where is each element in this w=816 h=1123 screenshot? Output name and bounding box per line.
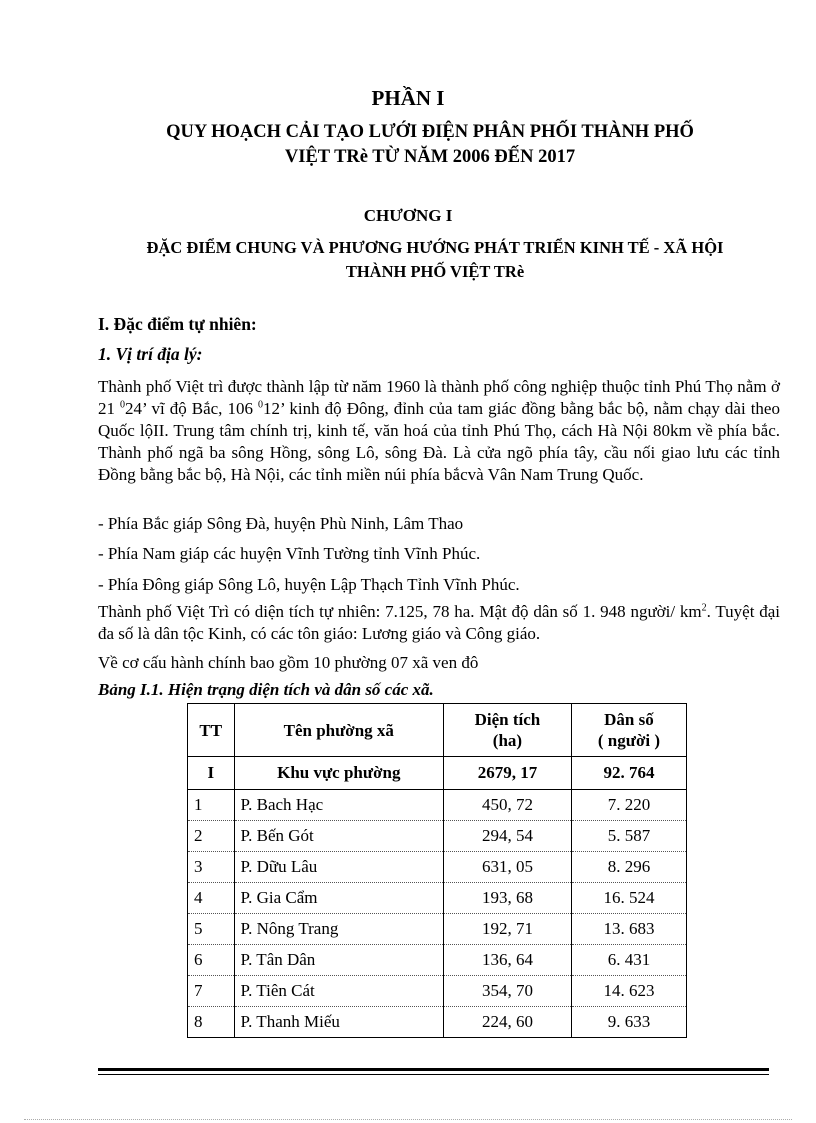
page-bottom-dotted-line [24, 1119, 792, 1120]
cell-area: 294, 54 [444, 821, 572, 852]
cell-pop: 6. 431 [571, 945, 686, 976]
table-row [188, 914, 687, 945]
part-title: PHẦN I [371, 86, 445, 110]
degree-mark: 0 [257, 399, 263, 411]
chapter-title: CHƯƠNG I [363, 206, 453, 225]
cell-area: 354, 70 [444, 976, 572, 1007]
location-paragraph [98, 376, 780, 486]
header-pop-line1: Dân số [604, 710, 654, 729]
header-area-line2: (ha) [492, 731, 523, 750]
table-row [188, 821, 687, 852]
footer-rule-thick [98, 1068, 769, 1071]
table-summary-row [188, 757, 687, 790]
cell-tt: I [188, 757, 235, 790]
cell-tt: 7 [188, 976, 235, 1007]
cell-pop: 5. 587 [571, 821, 686, 852]
cell-area: 450, 72 [444, 790, 572, 821]
header-area-line1: Diện tích [474, 710, 541, 729]
cell-area: 224, 60 [444, 1007, 572, 1038]
part-subtitle-line1: QUY HOẠCH CẢI TẠO LƯỚI ĐIỆN PHÂN PHỐI THÀNH PHỐ [166, 122, 694, 142]
para2-part-b: . Tuyệt đại đa số là dân tộc Kinh, có các tôn giáo: Lương giáo và Công giáo. [98, 602, 780, 643]
cell-pop: 7. 220 [571, 790, 686, 821]
cell-pop: 8. 296 [571, 852, 686, 883]
section-heading: I. Đặc điểm tự nhiên: [98, 314, 257, 334]
part-subtitle-line2: VIỆT TRè TỪ NĂM 2006 ĐẾN 2017 [284, 147, 576, 167]
cell-pop: 16. 524 [571, 883, 686, 914]
table-row [188, 945, 687, 976]
cell-name: P. Bến Gót [234, 821, 443, 852]
cell-tt: 8 [188, 1007, 235, 1038]
cell-pop: 14. 623 [571, 976, 686, 1007]
border-north: - Phía Bắc giáp Sông Đà, huyện Phù Ninh, Lâm Thao [98, 514, 464, 533]
border-south: - Phía Nam giáp các huyện Vĩnh Tường tỉnh Vĩnh Phúc. [98, 544, 481, 563]
table-row [188, 976, 687, 1007]
cell-name: P. Tiên Cát [234, 976, 443, 1007]
cell-name: P. Nông Trang [234, 914, 443, 945]
degree-mark: 0 [120, 399, 126, 411]
table-header-row [188, 704, 687, 757]
chapter-subtitle-line1: ĐẶC ĐIỂM CHUNG VÀ PHƯƠNG HƯỚNG PHÁT TRIỂN KINH TẾ - XÃ HỘI [146, 238, 724, 257]
cell-tt: 5 [188, 914, 235, 945]
cell-area: 193, 68 [444, 883, 572, 914]
cell-pop: 13. 683 [571, 914, 686, 945]
cell-area: 192, 71 [444, 914, 572, 945]
table-row [188, 1007, 687, 1038]
table-row [188, 852, 687, 883]
cell-pop: 9. 633 [571, 1007, 686, 1038]
para1-part-b: 24’ vĩ độ Bắc, 106 [125, 399, 253, 418]
cell-area: 136, 64 [444, 945, 572, 976]
admin-paragraph: Về cơ cấu hành chính bao gồm 10 phường 07 xã ven đô [98, 653, 479, 672]
header-tt: TT [188, 704, 235, 757]
header-pop-line2: ( người ) [597, 731, 660, 750]
squared-mark: 2 [701, 602, 707, 614]
population-table [187, 703, 687, 1038]
header-area [444, 704, 572, 757]
table-caption: Bảng I.1. Hiện trạng diện tích và dân số các xã. [98, 680, 434, 699]
cell-name: P. Gia Cẩm [234, 883, 443, 914]
cell-name: P. Tân Dân [234, 945, 443, 976]
table-row [188, 790, 687, 821]
chapter-subtitle-line2: THÀNH PHỐ VIỆT TRè [345, 262, 525, 281]
cell-area: 2679, 17 [444, 757, 572, 790]
para1-part-a: Thành phố Việt trì được thành lập từ năm 1960 là thành phố công nghiệp thuộc tỉnh Phú Thọ nằm ở 21 [98, 377, 780, 418]
table-row [188, 883, 687, 914]
cell-name: P. Thanh Miếu [234, 1007, 443, 1038]
section-subheading: 1. Vị trí địa lý: [98, 344, 203, 364]
para1-part-c: 12’ kinh độ Đông, đỉnh của tam giác đồng bằng bắc bộ, nằm chạy dài theo Quốc lộII. Trung tâm chính trị, kinh tế, văn hoá của tỉnh Phú Thọ, cách Hà Nội 80km về phía bắc. Thành phố ngã ba sông Hồng, sông Lô, sông Đà. Là cửa ngõ phía tây, cầu nối giao lưu các tỉnh Đồng bằng bắc bộ, Hà Nội, các tỉnh miền núi phía bắcvà Vân Nam Trung Quốc. [98, 399, 780, 484]
header-name: Tên phường xã [234, 704, 443, 757]
cell-tt: 4 [188, 883, 235, 914]
cell-tt: 1 [188, 790, 235, 821]
part-subtitle [90, 120, 770, 170]
chapter-subtitle [90, 236, 780, 284]
cell-tt: 6 [188, 945, 235, 976]
cell-area: 631, 05 [444, 852, 572, 883]
cell-pop: 92. 764 [571, 757, 686, 790]
cell-name: Khu vực phường [234, 757, 443, 790]
cell-name: P. Dữu Lâu [234, 852, 443, 883]
cell-tt: 3 [188, 852, 235, 883]
header-population [571, 704, 686, 757]
footer-rule-thin [98, 1074, 769, 1075]
cell-name: P. Bach Hạc [234, 790, 443, 821]
border-east: - Phía Đông giáp Sông Lô, huyện Lập Thạch Tỉnh Vĩnh Phúc. [98, 575, 520, 594]
para2-part-a: Thành phố Việt Trì có diện tích tự nhiên: 7.125, 78 ha. Mật độ dân số 1. 948 người/ km [98, 602, 702, 621]
cell-tt: 2 [188, 821, 235, 852]
area-paragraph [98, 601, 780, 645]
